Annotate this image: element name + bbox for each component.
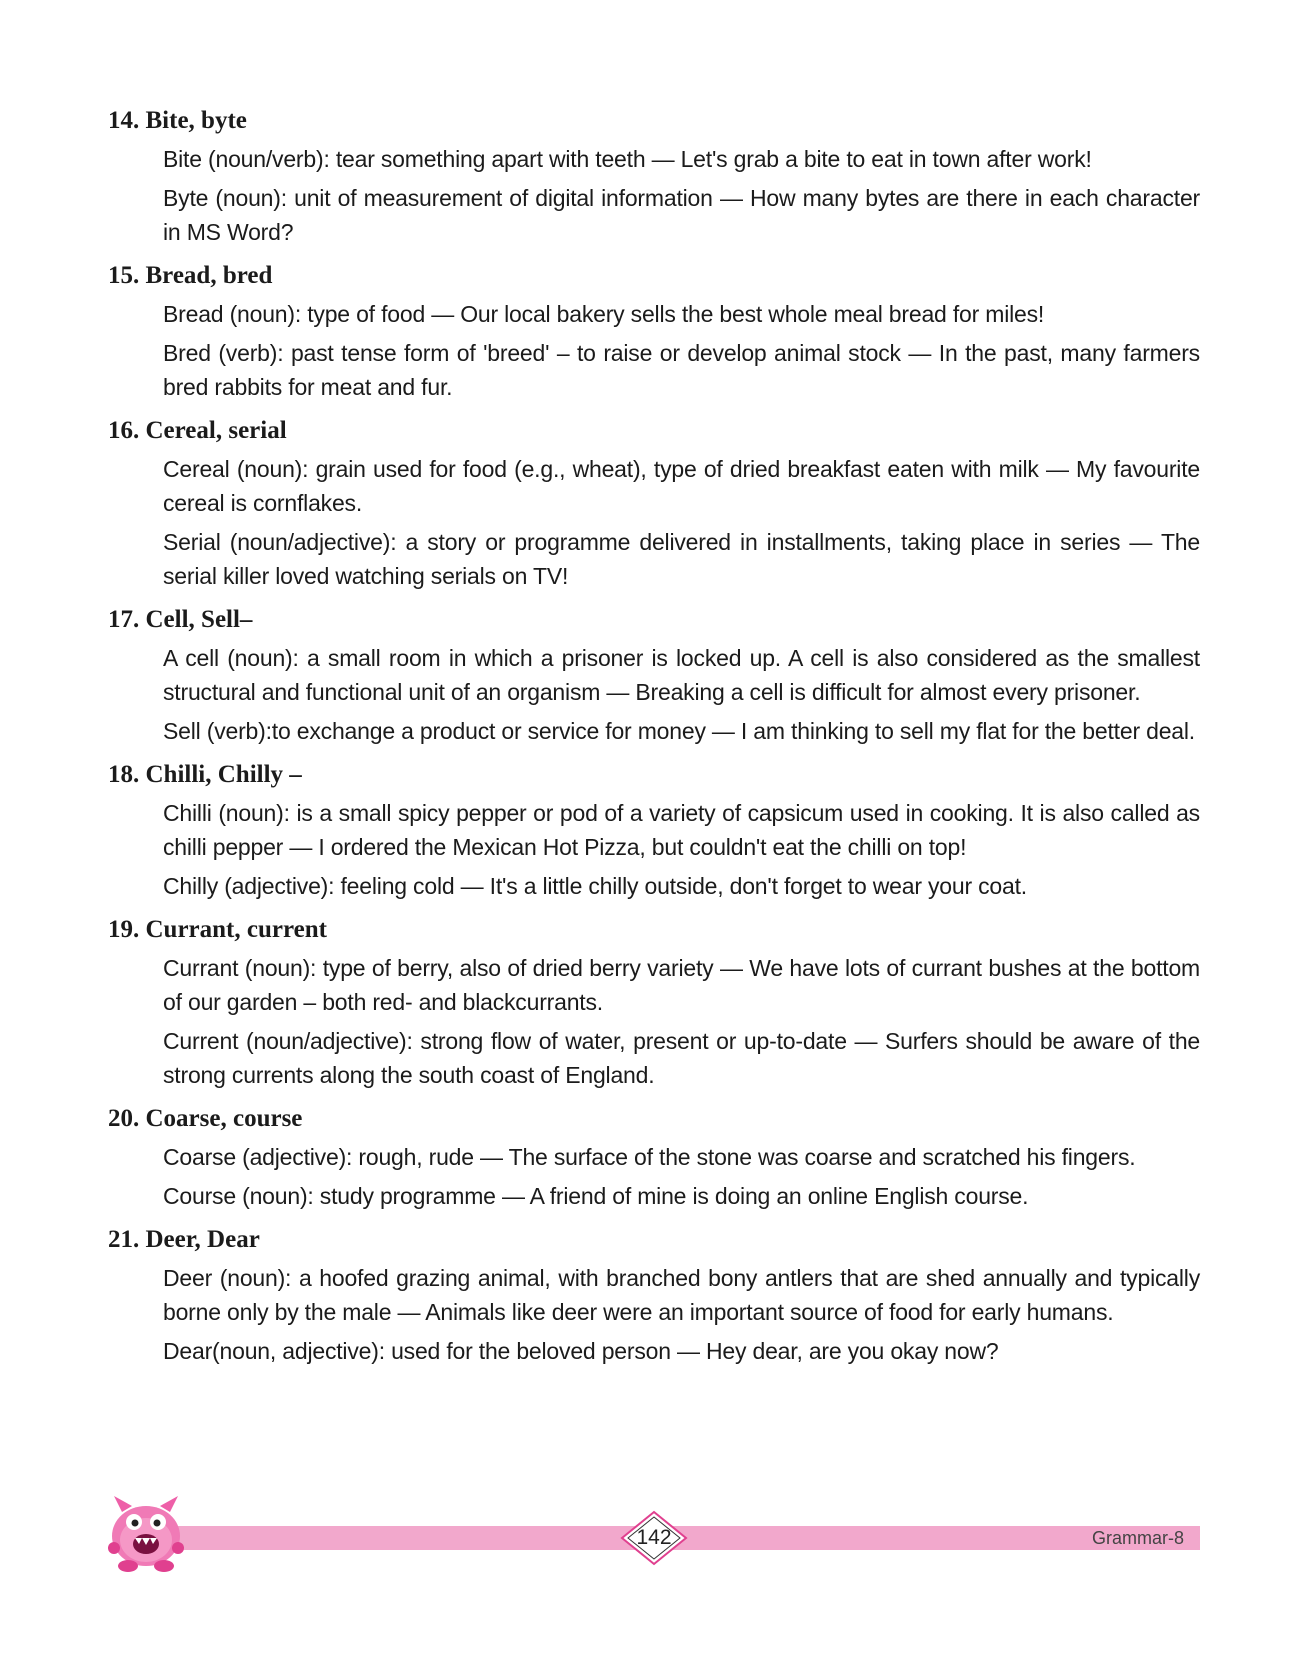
definition: Chilly (adjective): feeling cold — It's a little chilly outside, don't forget to wear your coat. <box>163 873 1027 899</box>
entry-title: Chilli, Chilly – <box>145 761 302 788</box>
entry-title: Coarse, course <box>145 1105 303 1132</box>
entry-number: 18. <box>108 761 140 788</box>
definition: Serial (noun/adjective): a story or programme delivered in installments, taking place in series — The serial killer loved watching serials on TV! <box>163 529 1200 589</box>
entry-number: 14. <box>108 107 140 134</box>
entry-title: Deer, Dear <box>145 1226 260 1253</box>
definition: Sell (verb):to exchange a product or service for money — I am thinking to sell my flat for the better deal. <box>163 718 1195 744</box>
definition: Byte (noun): unit of measurement of digital information — How many bytes are there in each character in MS Word? <box>163 185 1200 245</box>
entry-heading <box>108 1223 1200 1257</box>
definition: Chilli (noun): is a small spicy pepper or pod of a variety of capsicum used in cooking. It is also called as chilli pepper — I ordered the Mexican Hot Pizza, but couldn't eat the chilli on top! <box>163 800 1200 860</box>
entry-heading <box>108 758 1200 792</box>
entry-number: 20. <box>108 1105 140 1132</box>
entry-title: Bread, bred <box>145 262 273 289</box>
entry-heading <box>108 1102 1200 1136</box>
definition: Deer (noun): a hoofed grazing animal, with branched bony antlers that are shed annually and typically borne only by the male — Animals like deer were an important source of food for early humans. <box>163 1265 1200 1325</box>
entry-17 <box>108 603 1200 748</box>
definition: A cell (noun): a small room in which a prisoner is locked up. A cell is also considered as the smallest structural and functional unit of an organism — Breaking a cell is difficult for almost every prisoner. <box>163 645 1200 705</box>
entry-number: 17. <box>108 606 140 633</box>
entry-20 <box>108 1102 1200 1213</box>
entry-title: Bite, byte <box>145 107 247 134</box>
page-number-badge <box>620 1510 688 1566</box>
entry-14 <box>108 104 1200 249</box>
entry-18 <box>108 758 1200 903</box>
entry-number: 16. <box>108 417 140 444</box>
definition: Cereal (noun): grain used for food (e.g., wheat), type of dried breakfast eaten with milk — My favourite cereal is cornflakes. <box>163 456 1200 516</box>
entry-number: 15. <box>108 262 140 289</box>
definition: Dear(noun, adjective): used for the beloved person — Hey dear, are you okay now? <box>163 1338 999 1364</box>
definition: Currant (noun): type of berry, also of dried berry variety — We have lots of currant bushes at the bottom of our garden – both red- and blackcurrants. <box>163 955 1200 1015</box>
entry-number: 21. <box>108 1226 140 1253</box>
entry-number: 19. <box>108 916 140 943</box>
definition: Bred (verb): past tense form of 'breed' – to raise or develop animal stock — In the past, many farmers bred rabbits for meat and fur. <box>163 340 1200 400</box>
definition: Bread (noun): type of food — Our local bakery sells the best whole meal bread for miles! <box>163 301 1045 327</box>
entry-heading <box>108 603 1200 637</box>
glossary-content <box>108 104 1200 1378</box>
entry-title: Cell, Sell– <box>145 606 253 633</box>
definition: Bite (noun/verb): tear something apart with teeth — Let's grab a bite to eat in town after work! <box>163 146 1092 172</box>
book-title: Grammar-8 <box>1091 1528 1184 1548</box>
definition: Course (noun): study programme — A friend of mine is doing an online English course. <box>163 1183 1029 1209</box>
entry-16 <box>108 414 1200 593</box>
page-number: 142 <box>636 1526 672 1549</box>
entry-21 <box>108 1223 1200 1368</box>
entry-heading <box>108 414 1200 448</box>
entry-title: Cereal, serial <box>145 417 287 444</box>
monster-mascot-icon <box>104 1492 188 1574</box>
entry-heading <box>108 913 1200 947</box>
entry-title: Currant, current <box>145 916 327 943</box>
entry-heading <box>108 104 1200 138</box>
definition: Coarse (adjective): rough, rude — The surface of the stone was coarse and scratched his fingers. <box>163 1144 1136 1170</box>
definition: Current (noun/adjective): strong flow of water, present or up-to-date — Surfers should be aware of the strong currents along the south coast of England. <box>163 1028 1200 1088</box>
entry-19 <box>108 913 1200 1092</box>
entry-15 <box>108 259 1200 404</box>
entry-heading <box>108 259 1200 293</box>
